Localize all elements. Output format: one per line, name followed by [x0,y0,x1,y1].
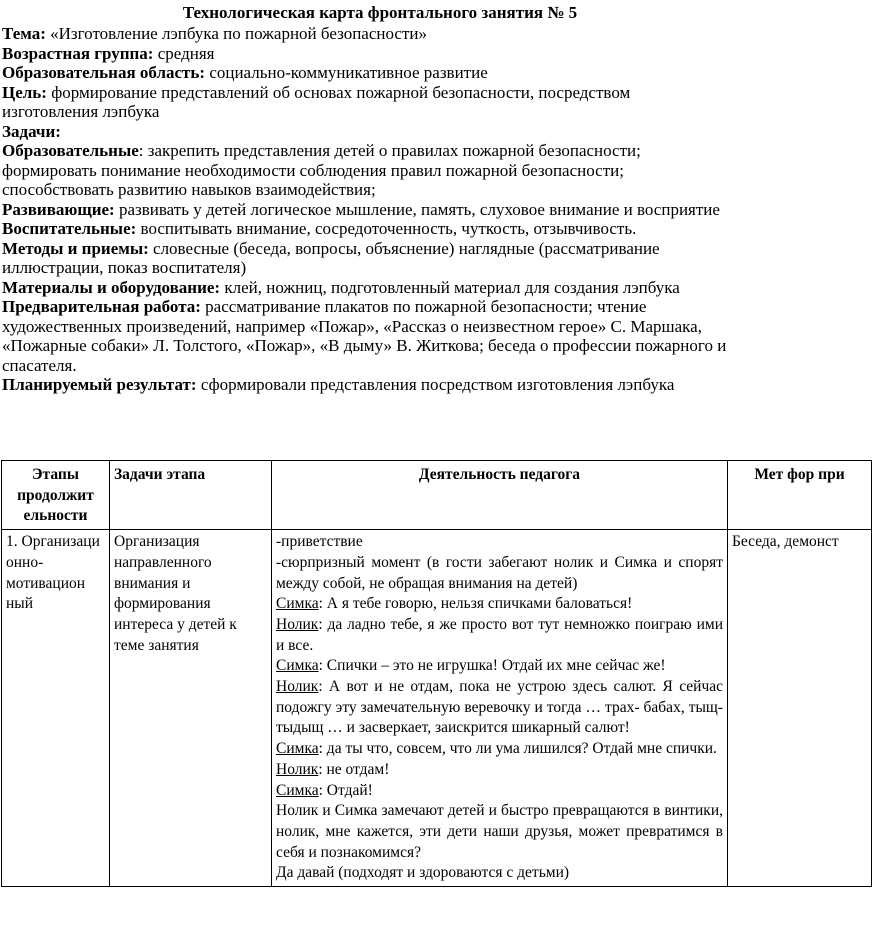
info-line-goal: Цель: формирование представлений об основах пожарной безопасности, посредством [2,82,631,102]
info-line-preliminary: Предварительная работа: рассматривание плакатов по пожарной безопасности; чтение [2,297,647,316]
activity-line: Симка: А я тебе говорю, нельзя спичками баловаться! [276,595,633,613]
header-stage: Этапы продолжит ельности [2,461,110,530]
activity-line: Нолик: А вот и не отдам, пока не устрою здесь салют. Я сейчас подожгу эту замечательную веревочку и тогда … трах- бабах, тыщ- тыдыщ … и засверкает, заискрится шикарный салют! [276,678,723,737]
info-line-upbringing: Воспитательные: воспитывать внимание, сосредоточенность, чуткость, отзывчивость. [2,219,637,238]
cell-stage: 1. Организаци онно-мотивацион ный [2,530,110,887]
activity-line: Симка: Спички – это не игрушка! Отдай их мне сейчас же! [276,657,666,675]
activity-line: Нолик: да ладно тебе, я же просто вот тут немножко поиграю ими и все. [276,615,723,654]
info-line-tasks: Задачи: [2,121,61,141]
stages-table [1,460,872,887]
info-line-goal-cont: изготовления лэпбука [2,102,160,121]
info-line-preliminary-cont3: спасателя. [2,355,77,375]
activity-line: -приветствие [276,533,363,551]
activity-line: Симка: Отдай! [276,781,373,799]
header-activity: Деятельность педагога [272,461,728,530]
info-line-result: Планируемый результат: сформировали представления посредством изготовления лэпбука [2,375,675,394]
info-line-developing: Развивающие: развивать у детей логическое мышление, память, слуховое внимание и восприятие [2,199,720,219]
activity-line: Нолик: не отдам! [276,760,390,778]
activity-line: Нолик и Симка замечают детей и быстро превращаются в винтики, нолик, мне кажется, эти дети наши друзья, может превратимся в себя и познакомимся? [276,802,723,861]
info-line-educational: Образовательные: закрепить представления детей о правилах пожарной безопасности; [2,141,641,160]
info-line-age-group: Возрастная группа: средняя [2,43,215,63]
document-title: Технологическая карта фронтального занятия № 5 [182,3,578,22]
info-line-educational-cont1: формировать понимание необходимости соблюдения правил пожарной безопасности; [2,160,624,180]
cell-tasks: Организация направленного внимания и формирования интереса у детей к теме занятия [110,530,272,887]
activity-line: Симка: да ты что, совсем, что ли ума лишился? Отдай мне спички. [276,740,717,758]
activity-line: -сюрпризный момент (в гости забегают нолик и Симка и спорят между собой, не обращая внимания на детей) [276,553,723,592]
table-header-row [2,461,872,530]
header-methods: Мет фор при [728,461,872,530]
info-line-topic: Тема: «Изготовление лэпбука по пожарной безопасности» [2,24,427,43]
lesson-info [2,24,816,395]
info-line-materials: Материалы и оборудование: клей, ножниц, подготовленный материал для создания лэпбука [2,277,680,297]
info-line-edu-area: Образовательная область: социально-коммуникативное развитие [2,63,488,82]
info-line-preliminary-cont2: «Пожарные собаки» Л. Толстого, «Пожар», «В дыму» В. Житкова; беседа о профессии пожарного и [2,336,727,355]
header-tasks: Задачи этапа [110,461,272,530]
info-line-methods-cont: иллюстрации, показ воспитателя) [2,258,247,277]
table-row [2,530,872,887]
cell-methods: Беседа, демонст [728,530,872,887]
info-line-methods: Методы и приемы: словесные (беседа, вопросы, объяснение) наглядные (рассматривание [2,238,660,258]
info-line-educational-cont2: способствовать развитию навыков взаимодействия; [2,180,376,199]
info-line-preliminary-cont1: художественных произведений, например «Пожар», «Рассказ о неизвестном герое» С. Маршака, [2,316,702,336]
activity-line: Да давай (подходят и здороваются с детьми) [276,864,570,882]
cell-activity [272,530,728,887]
